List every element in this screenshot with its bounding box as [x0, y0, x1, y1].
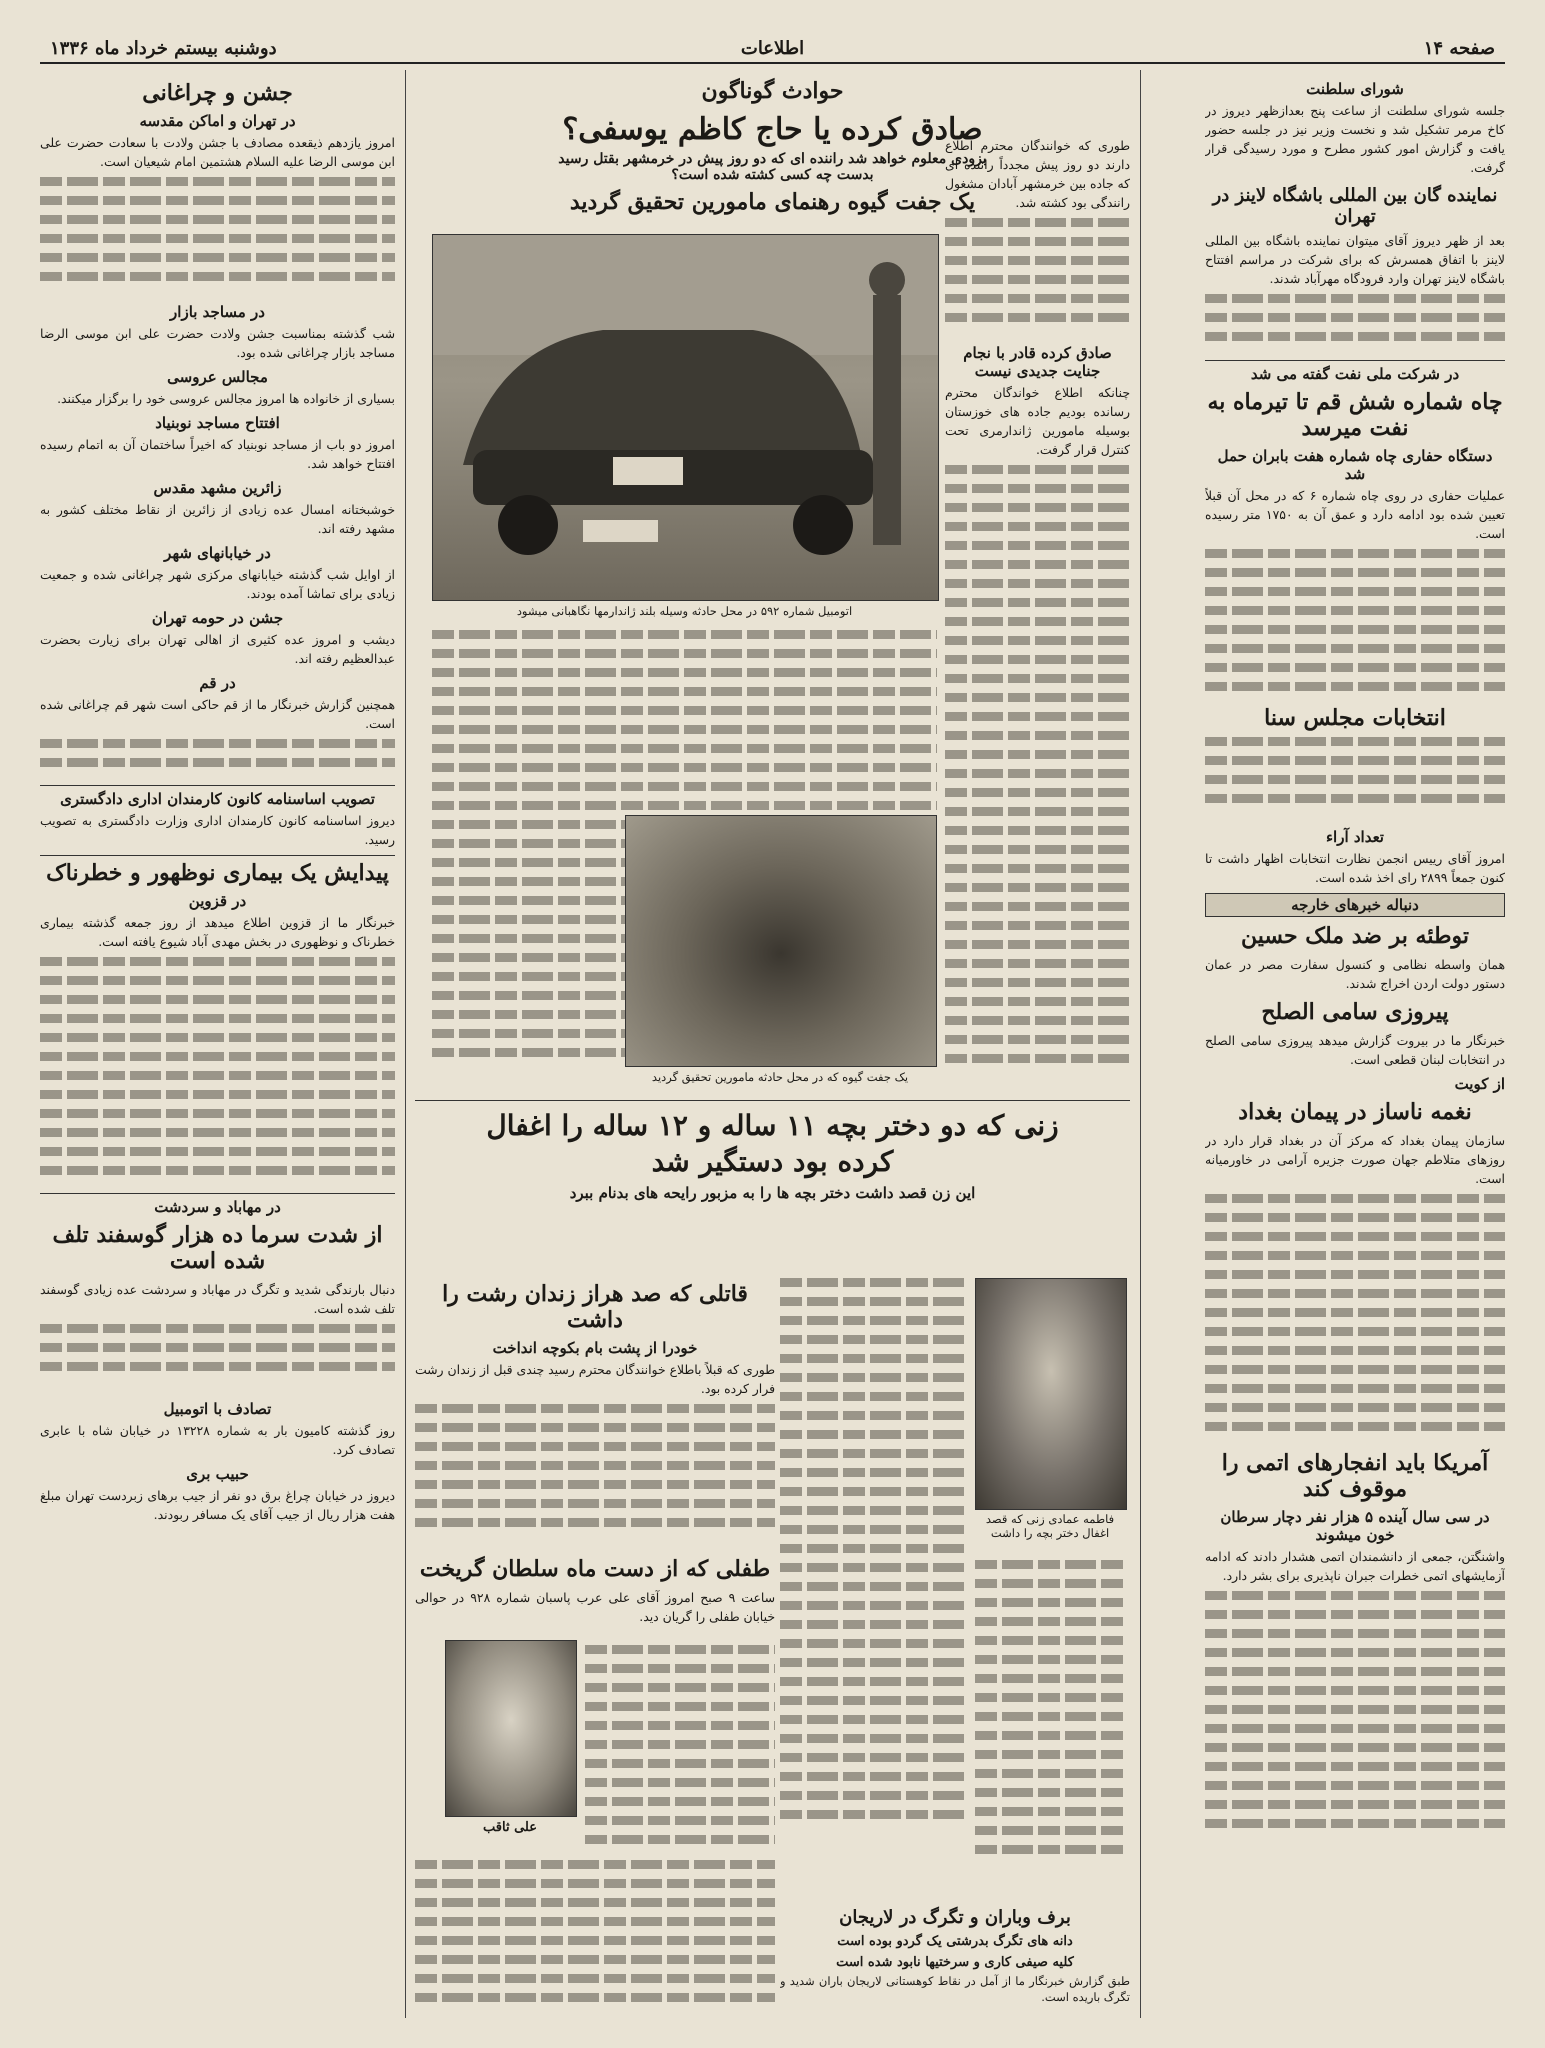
text-lines — [40, 1324, 395, 1394]
article-text: طوری که قبلاً باطلاع خوانندگان محترم رسید چندی قبل از زندان رشت فرار کرده بود. — [415, 1362, 775, 1396]
subheading-vote-count: تعداد آراء — [1326, 828, 1384, 846]
article-text: خوشبختانه امسال عده زیادی از زائرین از نقاط مختلف کشور به مشهد رفته اند. — [40, 502, 395, 536]
article-text: واشنگتن، جمعی از دانشمندان اتمی هشدار دادند که ادامه آزمایشهای اتمی خطرات جبران ناپذیری برای بشر دارد. — [1205, 1549, 1505, 1583]
text-lines — [780, 1278, 965, 1898]
text-lines — [40, 957, 395, 1187]
headline-atomic-tests: آمریکا باید انفجارهای اتمی را موقوف کند — [1221, 1450, 1489, 1502]
heading-tehran-suburbs: جشن در حومه تهران — [151, 609, 284, 627]
text-lines — [40, 177, 395, 297]
column-divider — [405, 70, 406, 2018]
article-text: روز گذشته کامیون بار به شماره ۱۳۲۲۸ در خیابان شاه با عابری تصادف کرد. — [40, 1423, 395, 1457]
kicker-mahabad: در مهاباد و سردشت — [40, 1193, 395, 1216]
article-text: دیروز در خیابان چراغ برق دو نفر از جیب برهای زبردست تهران مبلغ هفت هزار ریال از جیب آقای یک مسافر ربودند. — [40, 1488, 395, 1522]
text-lines — [585, 1645, 775, 1855]
page-number: صفحه ۱۴ — [1423, 38, 1495, 59]
photo-shoes-caption: یک جفت گیوه که در محل حادثه مامورین تحقیق گردید — [651, 1070, 909, 1084]
subheading-jumped-roof: خودرا از پشت بام بکوچه انداخت — [492, 1339, 698, 1357]
kicker-various-events: حوادث گوناگون — [701, 78, 844, 104]
heading-mashhad-pilgrims: زائرین مشهد مقدس — [153, 479, 282, 497]
section-band-foreign-news: دنباله خبرهای خارجه — [1205, 893, 1505, 917]
photo-shoes — [625, 815, 937, 1067]
article-text: خبرنگار ما از قزوین اطلاع میدهد از روز جمعه گذشته بیماری خطرناک و نوظهوری در بخش مهدی آباد شیوع یافته است. — [40, 915, 395, 949]
heading-lions-club: نماینده گان بین المللی باشگاه لاینز در تهران — [1212, 185, 1498, 227]
heading-bazaar-mosques: در مساجد بازار — [170, 303, 265, 321]
subheading-who-killed: بدست چه کسی کشته شده است؟ — [671, 167, 874, 183]
newspaper-name: اطلاعات — [740, 38, 805, 59]
photo-child-caption: علی ثاقب — [483, 1820, 537, 1835]
article-text: جلسه شورای سلطنت از ساعت پنج بعدازظهر دیروز در کاخ مرمر تشکیل شد و نخست وزیر نیز در جلسه حضور یافت و گزارش امور کشور مطرح و مورد رسیدگی قرار گرفت. — [1205, 103, 1505, 175]
child-story-head — [415, 1550, 775, 1630]
article-text: خبرنگار ما در بیروت گزارش میدهد پیروزی سامی الصلح در انتخابات لبنان قطعی است. — [1205, 1033, 1505, 1067]
article-text: سازمان پیمان بغداد که مرکز آن در بغداد قرار دارد در روزهای متلاطم جهان صورت جزیره آرامی در خاورمیانه است. — [1205, 1133, 1505, 1186]
article-text: دیشب و امروز عده کثیری از اهالی تهران برای زیارت بحضرت عبدالعظیم رفته اند. — [40, 632, 395, 666]
heading-qom: در قم — [199, 674, 236, 692]
killer-story — [415, 1275, 775, 1535]
article-text: از اوایل شب گذشته خیابانهای مرکزی شهر چراغانی شده و جمعیت زیادی برای تماشا آمده بودند. — [40, 567, 395, 601]
heading-justice-staff: تصویب اساسنامه کانون کارمندان اداری دادگستری — [40, 785, 395, 808]
text-lines — [415, 1860, 775, 2020]
heading-city-streets: در خیابانهای شهر — [164, 544, 271, 562]
headline-woman-arrested-block — [415, 1108, 1130, 1268]
photo-car-caption: اتومبیل شماره ۵۹۲ در محل حادثه وسیله بلند ژاندارمها نگاهبانی میشود — [516, 604, 853, 618]
headline-qom-well: چاه شماره شش قم تا تیرماه به نفت میرسد — [1207, 389, 1503, 441]
divider — [415, 1100, 1130, 1101]
photo-car-scene — [432, 234, 939, 601]
snow-story — [780, 1905, 1130, 2020]
heading-celebration: جشن و چراغانی — [142, 80, 293, 106]
text-lines — [1205, 737, 1505, 822]
article-text: چنانکه اطلاع خواندگان محترم رسانده بودیم جاده های خوزستان بوسیله مامورین ژاندارمری تحت کنترل قرار گرفت. — [945, 385, 1130, 457]
heading-sultanate-council: شورای سلطنت — [1306, 80, 1404, 98]
headline-child-escaped: طفلی که از دست ماه سلطان گریخت — [419, 1556, 771, 1582]
kicker-kuwait: از کویت — [1454, 1075, 1505, 1093]
car-illustration — [433, 235, 938, 600]
article-text: طبق گزارش خبرنگار ما از آمل در نقاط کوهستانی لاریجان باران شدید و تگرگ باریده است. — [780, 1974, 1130, 2004]
heading-national-oil: در شرکت ملی نفت گفته می شد — [1205, 360, 1505, 383]
text-lines — [945, 465, 1130, 1094]
article-text: شب گذشته بمناسبت جشن ولادت حضرت علی ابن موسی الرضا مساجد بازار چراغانی شده بود. — [40, 326, 395, 360]
text-lines — [1205, 294, 1505, 354]
article-text: همچنین گزارش خبرنگار ما از قم حاکی است شهر قم چراغانی شده است. — [40, 697, 395, 731]
heading-new-mosques: افتتاح مساجد نوبنیاد — [155, 414, 280, 432]
article-text: ساعت ۹ صبح امروز آقای علی عرب پاسبان شماره ۹۲۸ در حوالی خیابان طفلی را گریان دید. — [415, 1590, 775, 1624]
column-divider — [1140, 70, 1141, 2018]
headline-baghdad-pact: نغمه ناساز در پیمان بغداد — [1238, 1099, 1472, 1125]
text-lines — [1205, 1591, 1505, 1851]
headline-killer-escape: قاتلی که صد هراز زندان رشت را داشت — [442, 1281, 748, 1333]
heading-sadegh-capable: صادق کرده قادر با نجام جنایت جدیدی نیست — [963, 344, 1112, 380]
text-lines — [40, 739, 395, 779]
photo-woman-caption: فاطمه عمادی زنی که قصد اغفال دختر بچه را داشت — [985, 1512, 1115, 1540]
subheading-driver-killed: بزودی معلوم خواهد شد راننده ای که دو روز پیش در خرمشهر بقتل رسید — [558, 151, 987, 167]
text-lines — [1205, 549, 1505, 699]
headline-woman-line2: کرده بود دستگیر شد — [651, 1145, 894, 1178]
subheading-crops-destroyed: کلیه صیفی کاری و سرختیها نابود شده است — [836, 1955, 1074, 1970]
subheading-woman: این زن قصد داشت دختر بچه ها را به مزبور رایحه های بدنام ببرد — [569, 1184, 976, 1202]
headline-sami-solh: پیروزی سامی الصلح — [1261, 999, 1449, 1025]
text-lines — [975, 1560, 1125, 1900]
heading-pickpockets: حبیب بری — [186, 1465, 249, 1483]
issue-date: دوشنبه بیستم خرداد ماه ۱۳۳۶ — [50, 38, 277, 59]
photo-woman — [975, 1278, 1127, 1510]
heading-car-accident: تصادف با اتومبیل — [163, 1400, 272, 1418]
article-text: امروز دو باب از مساجد نوبنیاد که اخیراً ساختمان آن به اتمام رسیده افتتاح خواهد شد. — [40, 437, 395, 471]
article-text: بعد از ظهر دیروز آقای میتوان نماینده باشگاه بین المللی لاینز با اتفاق همسرش که برای شرکت در مراسم افتتاح باشگاه لاینز تهران وارد فرودگاه مهرآباد شدند. — [1205, 233, 1505, 286]
article-text: امروز آقای رییس انجمن نظارت انتخابات اظهار داشت تا کنون جمعاً ۲۸۹۹ رای اخذ شده است. — [1205, 851, 1505, 885]
photo-child — [445, 1640, 577, 1817]
headline-sheep-lost: از شدت سرما ده هزار گوسفند تلف شده است — [52, 1222, 383, 1274]
left-column — [40, 74, 395, 2024]
headline-larijan-hail: برف وباران و تگرگ در لاریجان — [839, 1907, 1071, 1928]
headline-sadegh-kazem: صادق کرده یا حاج کاظم یوسفی؟ — [562, 112, 983, 147]
text-lines — [415, 1404, 775, 1535]
headline-senate-elections: انتخابات مجلس سنا — [1264, 705, 1446, 731]
header-rule — [40, 62, 1505, 64]
subheading-hail-size: دانه های تگرگ بدرشتی یک گردو بوده است — [837, 1934, 1073, 1949]
center-side-column — [945, 134, 1130, 1094]
subheading-qazvin: در قزوین — [188, 892, 247, 910]
headline-woman-line1: زنی که دو دختر بچه ۱۱ ساله و ۱۲ ساله را اغفال — [486, 1109, 1059, 1142]
headline-new-disease: پیدایش یک بیماری نوظهور و خطرناک — [40, 855, 395, 886]
subheading-holy-places: در تهران و اماکن مقدسه — [139, 112, 296, 130]
subheading-leukemia: در سی سال آینده ۵ هزار نفر دچار سرطان خون میشوند — [1220, 1508, 1490, 1544]
right-column — [1205, 74, 1505, 2024]
article-text: امروز یازدهم ذیقعده مصادف با جشن ولادت با سعادت حضرت علی ابن موسی الرضا علیه السلام هشتمین امام شیعیان است. — [40, 135, 395, 169]
article-text: دنبال بارندگی شدید و تگرگ در مهاباد و سردشت عده زیادی گوسفند تلف شده است. — [40, 1282, 395, 1316]
text-lines — [1205, 1194, 1505, 1444]
headline-plot-hussein: توطئه بر ضد ملک حسین — [1241, 923, 1469, 949]
article-text: دیروز اساسنامه کانون کارمندان اداری وزارت دادگستری به تصویب رسید. — [40, 813, 395, 847]
heading-weddings: مجالس عروسی — [167, 368, 268, 386]
article-text: عملیات حفاری در روی چاه شماره ۶ که در محل آن قبلاً تعیین شده بود ادامه دارد و عمق آن به ۱۷۵۰ متر رسیده است. — [1205, 488, 1505, 541]
article-text: بسیاری از خانواده ها امروز مجالس عروسی خود را برگزار میکنند. — [57, 391, 395, 406]
article-text: همان واسطه نظامی و کنسول سفارت مصر در عمان دستور دولت اردن اخراج شدند. — [1205, 957, 1505, 991]
subheading-drilling-rig: دستگاه حفاری چاه شماره هفت بابران حمل شد — [1217, 447, 1493, 483]
subheading-pair-of-shoes: یک جفت گیوه رهنمای مامورین تحقیق گردید — [569, 189, 976, 215]
article-text: طوری که خوانندگان محترم اطلاع دارند دو روز پیش مجدداً راننده ای که جاده بین خرمشهر آبادان مشغول رانندگی بود کشته شد. — [945, 138, 1130, 210]
text-lines — [945, 218, 1130, 338]
